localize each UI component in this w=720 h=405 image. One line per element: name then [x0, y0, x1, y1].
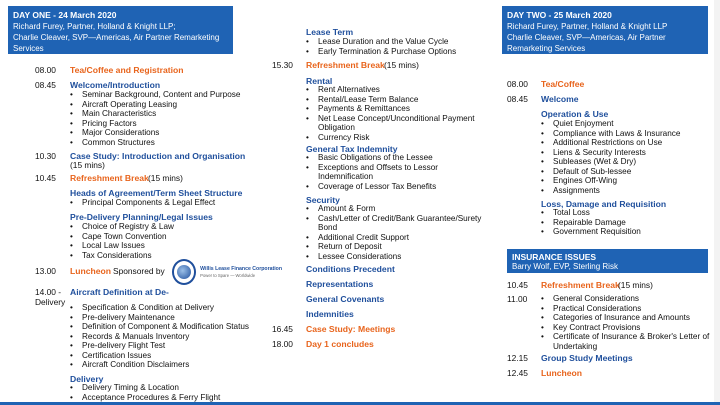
list-item: • Subleases (Wet & Dry) [541, 157, 680, 167]
list-item: • Cash/Letter of Credit/Bank Guarantee/Surety Bond [306, 214, 486, 233]
list-item: • Certification Issues [70, 351, 249, 361]
list-item: • Practical Considerations [541, 304, 711, 314]
day2-session-operation-use: Operation & Use [541, 109, 609, 119]
list-item: • Categories of Insurance and Amounts [541, 313, 711, 323]
day2-time-1215: 12.15 [507, 353, 528, 363]
insurance-issues-title: INSURANCE ISSUES [512, 252, 597, 262]
list-item: • Currency Risk [306, 133, 486, 143]
pre-delivery-planning-items [70, 222, 174, 260]
insurance-issues-speaker: Barry Wolf, EVP, Sterling Risk [512, 262, 618, 271]
session-representations: Representations [306, 279, 374, 289]
session-case-study-meetings: Case Study: Meetings [306, 324, 396, 334]
tax-indemnity-items [306, 153, 466, 191]
time-1800: 18.00 [272, 339, 293, 349]
list-item: • Total Loss [541, 208, 641, 218]
day-one-speaker-1: Richard Furey, Partner, Holland & Knight LLP; [13, 22, 176, 31]
list-item: • Assignments [541, 186, 680, 196]
list-item: • Early Termination & Purchase Options [306, 47, 456, 57]
list-item: • Acceptance Procedures & Ferry Flight [70, 393, 220, 403]
list-item: • Certificate of Insurance & Broker's Letter of Undertaking [541, 332, 711, 351]
day-one-title: DAY ONE - 24 March 2020 [13, 10, 117, 20]
list-item: • Amount & Form [306, 204, 486, 214]
insurance-items [541, 294, 711, 351]
session-conditions-precedent: Conditions Precedent [306, 264, 395, 274]
list-item: • Aircraft Operating Leasing [70, 100, 240, 110]
list-item: • Liens & Security Interests [541, 148, 680, 158]
list-item: • Coverage of Lessor Tax Benefits [306, 182, 466, 192]
day-one-header [8, 6, 233, 54]
day-two-speaker-2: Charlie Cleaver, SVP—Americas, Air Partner [507, 33, 666, 42]
loss-damage-items [541, 208, 641, 237]
time-1045: 10.45 [35, 173, 56, 183]
lease-term-items [306, 37, 456, 56]
refreshment-break-afternoon-duration: (15 mins) [384, 60, 419, 70]
list-item: • Return of Deposit [306, 242, 486, 252]
list-item: • Lease Duration and the Value Cycle [306, 37, 456, 47]
list-item: • Aircraft Condition Disclaimers [70, 360, 249, 370]
session-lease-term: Lease Term [306, 27, 354, 37]
day2-session-loss-damage: Loss, Damage and Requisition [541, 199, 667, 209]
session-day1-concludes: Day 1 concludes [306, 339, 374, 349]
list-item: • Delivery Timing & Location [70, 383, 220, 393]
list-item: • Additional Restrictions on Use [541, 138, 680, 148]
time-0800: 08.00 [35, 65, 56, 75]
day-two-title: DAY TWO - 25 March 2020 [507, 10, 612, 20]
sponsor-logo [172, 258, 282, 286]
list-item: • Local Law Issues [70, 241, 174, 251]
session-security: Security [306, 195, 340, 205]
session-aircraft-definition: Aircraft Definition at De- [70, 287, 169, 297]
session-refreshment-break-afternoon: Refreshment Break [306, 60, 385, 70]
day-two-speaker-1: Richard Furey, Partner, Holland & Knight LLP [507, 22, 668, 31]
list-item: • Principal Components & Legal Effect [70, 198, 215, 208]
list-item: • Quiet Enjoyment [541, 119, 680, 129]
sponsor-name: Willis Lease Finance Corporation [200, 265, 282, 272]
day2-time-0800: 08.00 [507, 79, 528, 89]
list-item: • Definition of Component & Modification Status [70, 322, 249, 332]
time-1300: 13.00 [35, 266, 56, 276]
list-item: • Compliance with Laws & Insurance [541, 129, 680, 139]
session-indemnities: Indemnities [306, 309, 354, 319]
day-two-speaker-3: Remarketing Services [507, 44, 586, 53]
rental-items [306, 85, 486, 142]
day2-time-0845: 08.45 [507, 94, 528, 104]
list-item: • Records & Manuals Inventory [70, 332, 249, 342]
delivery-items [70, 383, 220, 402]
session-welcome-introduction: Welcome/Introduction [70, 80, 161, 90]
session-luncheon: Luncheon [70, 266, 112, 276]
list-item: • Rental/Lease Term Balance [306, 95, 486, 105]
sponsor-tagline: Power to Spare — Worldwide [200, 272, 256, 278]
day2-time-1100: 11.00 [507, 294, 528, 304]
list-item: • Net Lease Concept/Unconditional Payment Obligation [306, 114, 486, 133]
session-case-study-duration: (15 mins) [70, 160, 105, 170]
insurance-issues-header [507, 249, 708, 273]
day2-time-1245: 12.45 [507, 368, 528, 378]
list-item: • Key Contract Provisions [541, 323, 711, 333]
session-heads-of-agreement: Heads of Agreement/Term Sheet Structure [70, 188, 243, 198]
heads-of-agreement-items [70, 198, 215, 208]
day2-refreshment-break-duration: (15 mins) [618, 280, 653, 290]
list-item: • Pricing Factors [70, 119, 240, 129]
list-item: • Exceptions and Offsets to Lessor Indemnification [306, 163, 466, 182]
day-one-speaker-3: Services [13, 44, 44, 53]
operation-use-items [541, 119, 680, 195]
list-item: • Cape Town Convention [70, 232, 174, 242]
list-item: • Rent Alternatives [306, 85, 486, 95]
list-item: • Basic Obligations of the Lessee [306, 153, 466, 163]
list-item: • General Considerations [541, 294, 711, 304]
day2-time-1045: 10.45 [507, 280, 528, 290]
time-1645: 16.45 [272, 324, 293, 334]
session-tea-coffee-registration: Tea/Coffee and Registration [70, 65, 184, 75]
list-item: • Pre-delivery Flight Test [70, 341, 249, 351]
day-one-speaker-2: Charlie Cleaver, SVP—Americas, Air Partner Remarketing [13, 33, 220, 42]
list-item: • Seminar Background, Content and Purpose [70, 90, 240, 100]
list-item: • Government Requisition [541, 227, 641, 237]
session-delivery: Delivery [70, 374, 104, 384]
refreshment-break-duration: (15 mins) [148, 173, 183, 183]
list-item: • Payments & Remittances [306, 104, 486, 114]
page-edge [714, 0, 720, 405]
list-item: • Default of Sub-lessee [541, 167, 680, 177]
session-case-study-intro: Case Study: Introduction and Organisation [70, 151, 246, 161]
list-item: • Repairable Damage [541, 218, 641, 228]
list-item: • Pre-delivery Maintenance [70, 313, 249, 323]
time-1400: 14.00 - Delivery [35, 287, 66, 307]
day2-session-group-study: Group Study Meetings [541, 353, 633, 363]
time-1530: 15.30 [272, 60, 293, 70]
list-item: • Engines Off-Wing [541, 176, 680, 186]
day2-session-welcome: Welcome [541, 94, 579, 104]
list-item: • Common Structures [70, 138, 240, 148]
list-item: • Main Characteristics [70, 109, 240, 119]
list-item: • Tax Considerations [70, 251, 174, 261]
welcome-items [70, 90, 240, 147]
session-pre-delivery-planning: Pre-Delivery Planning/Legal Issues [70, 212, 213, 222]
security-items [306, 204, 486, 261]
time-0845: 08.45 [35, 80, 56, 90]
day2-session-refreshment-break: Refreshment Break [541, 280, 620, 290]
day2-session-tea-coffee: Tea/Coffee [541, 79, 585, 89]
sponsored-by-label: Sponsored by [113, 266, 165, 276]
session-refreshment-break: Refreshment Break [70, 173, 149, 183]
list-item: • Major Considerations [70, 128, 240, 138]
session-rental: Rental [306, 76, 333, 86]
list-item: • Specification & Condition at Delivery [70, 303, 249, 313]
list-item: • Additional Credit Support [306, 233, 486, 243]
session-general-tax-indemnity: General Tax Indemnity [306, 144, 398, 154]
globe-icon [172, 259, 196, 285]
list-item: • Choice of Registry & Law [70, 222, 174, 232]
day-two-header [502, 6, 708, 54]
list-item: • Lessee Considerations [306, 252, 486, 262]
day2-session-luncheon: Luncheon [541, 368, 583, 378]
time-1030: 10.30 [35, 151, 56, 161]
aircraft-definition-items [70, 303, 249, 370]
session-general-covenants: General Covenants [306, 294, 385, 304]
